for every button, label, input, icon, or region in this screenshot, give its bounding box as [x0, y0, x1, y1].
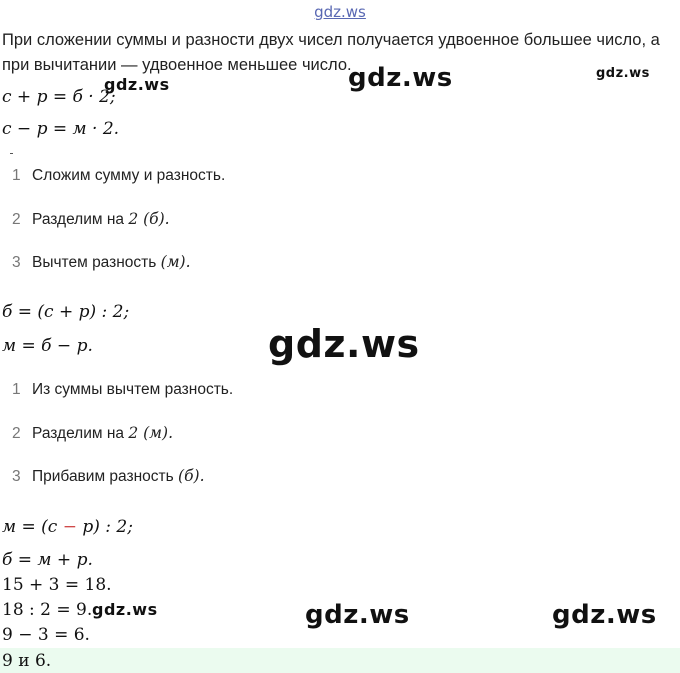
- step-math: (б).: [178, 467, 205, 485]
- step-math: (м).: [160, 253, 191, 271]
- step-number: 1: [12, 381, 21, 398]
- step-b-2: [12, 424, 173, 446]
- step-math: 2 (м).: [128, 424, 174, 442]
- intro-paragraph: [2, 28, 672, 78]
- watermark-bottom-mid: gdz.ws: [305, 600, 410, 630]
- equation-sum: с + р = б · 2;: [2, 87, 116, 107]
- step-b-1: [12, 381, 233, 403]
- step-b-3: [12, 467, 205, 489]
- watermark-large-top: gdz.ws: [348, 63, 453, 93]
- step-text: Сложим сумму и разность.: [32, 167, 226, 184]
- step-number: 1: [12, 167, 21, 184]
- intro-line-2: при вычитании — удвоенное меньшее число.: [2, 56, 352, 74]
- formula-big-b: б = м + р.: [2, 550, 93, 570]
- calc-line-1: 15 + 3 = 18.: [2, 575, 112, 595]
- formula-small-b: м = (с − р) : 2;: [2, 517, 133, 537]
- step-number: 3: [12, 468, 21, 485]
- watermark-small-left: gdz.ws: [104, 75, 170, 94]
- step-text: Вычтем разность: [32, 254, 161, 271]
- separator-tick: [10, 153, 13, 154]
- equation-difference: с − р = м · 2.: [2, 119, 120, 139]
- step-text: Из суммы вычтем разность.: [32, 381, 234, 398]
- step-number: 2: [12, 211, 21, 228]
- step-math: 2 (б).: [128, 210, 170, 228]
- watermark-bottom-small: gdz.ws: [92, 600, 158, 619]
- step-a-1: [12, 167, 225, 189]
- watermark-large-center: gdz.ws: [268, 322, 420, 366]
- watermark-bottom-right: gdz.ws: [552, 600, 657, 630]
- intro-line-1: При сложении суммы и разности двух чисел получается удвоенное большее число, а: [2, 31, 660, 49]
- step-a-3: [12, 253, 191, 275]
- watermark-small-right: gdz.ws: [596, 66, 650, 81]
- calc-line-2: 18 : 2 = 9.: [2, 600, 93, 620]
- answer-text: 9 и 6.: [2, 651, 52, 671]
- step-a-2: [12, 210, 170, 232]
- step-text: Разделим на: [32, 425, 129, 442]
- step-text: Прибавим разность: [32, 468, 179, 485]
- watermark-top[interactable]: gdz.ws: [314, 3, 366, 21]
- answer-highlight: [0, 648, 680, 673]
- formula-small: м = б − р.: [2, 336, 93, 356]
- calc-line-3: 9 − 3 = 6.: [2, 625, 90, 645]
- step-number: 2: [12, 425, 21, 442]
- formula-big: б = (с + р) : 2;: [2, 302, 130, 322]
- step-number: 3: [12, 254, 21, 271]
- step-text: Разделим на: [32, 211, 129, 228]
